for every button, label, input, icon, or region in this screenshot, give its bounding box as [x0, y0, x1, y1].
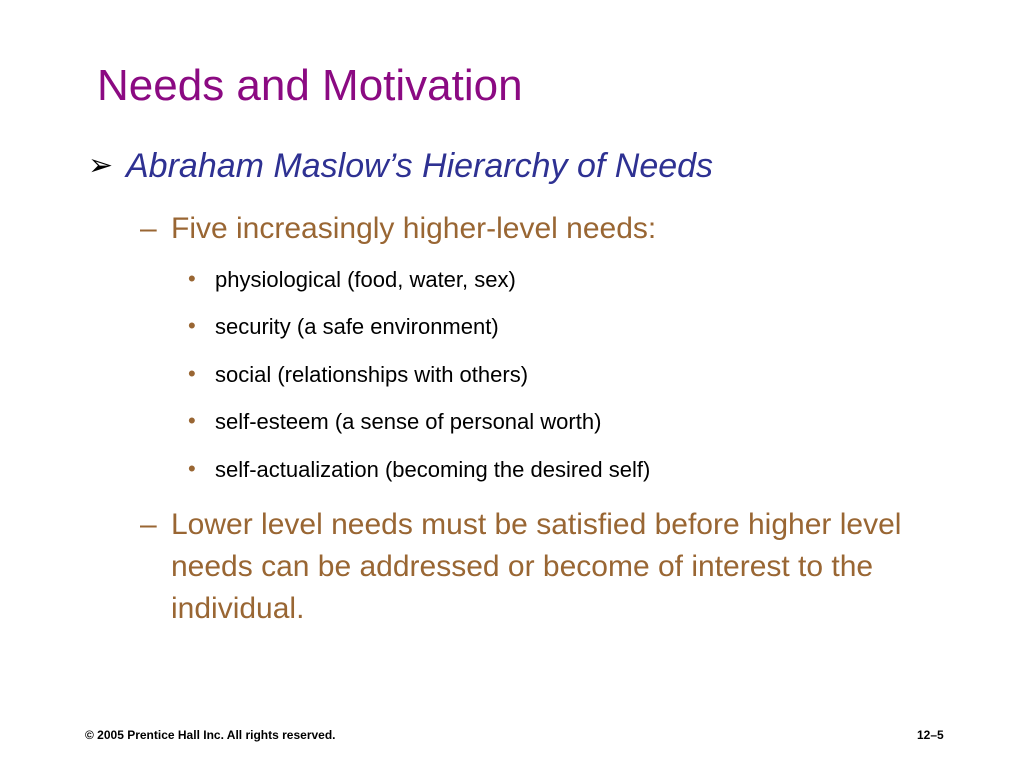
dot-bullet-icon: •	[188, 456, 196, 481]
main-bullet-text: Abraham Maslow’s Hierarchy of Needs	[126, 147, 714, 185]
list-item-text: self-actualization (becoming the desired self)	[215, 457, 651, 482]
footer-page-number: 12–5	[917, 728, 944, 742]
dash-bullet-icon: –	[140, 212, 157, 245]
sub-bullet-text: Five increasingly higher-level needs:	[171, 212, 657, 245]
dot-bullet-icon: •	[188, 313, 196, 338]
list-item-text: social (relationships with others)	[215, 362, 529, 387]
slide-title: Needs and Motivation	[97, 61, 523, 110]
arrow-bullet-icon: ➢	[88, 149, 114, 182]
dot-bullet-icon: •	[188, 266, 196, 291]
list-item-text: self-esteem (a sense of personal worth)	[215, 409, 602, 434]
dash-bullet-icon: –	[140, 508, 157, 541]
sub-bullet-text: Lower level needs must be satisfied before higher level needs can be addressed or become of interest to the individual.	[171, 508, 902, 625]
footer-copyright: © 2005 Prentice Hall Inc. All rights reserved.	[85, 728, 336, 742]
list-item-text: physiological (food, water, sex)	[215, 267, 516, 292]
dot-bullet-icon: •	[188, 408, 196, 433]
list-item-text: security (a safe environment)	[215, 314, 499, 339]
dot-bullet-icon: •	[188, 361, 196, 386]
